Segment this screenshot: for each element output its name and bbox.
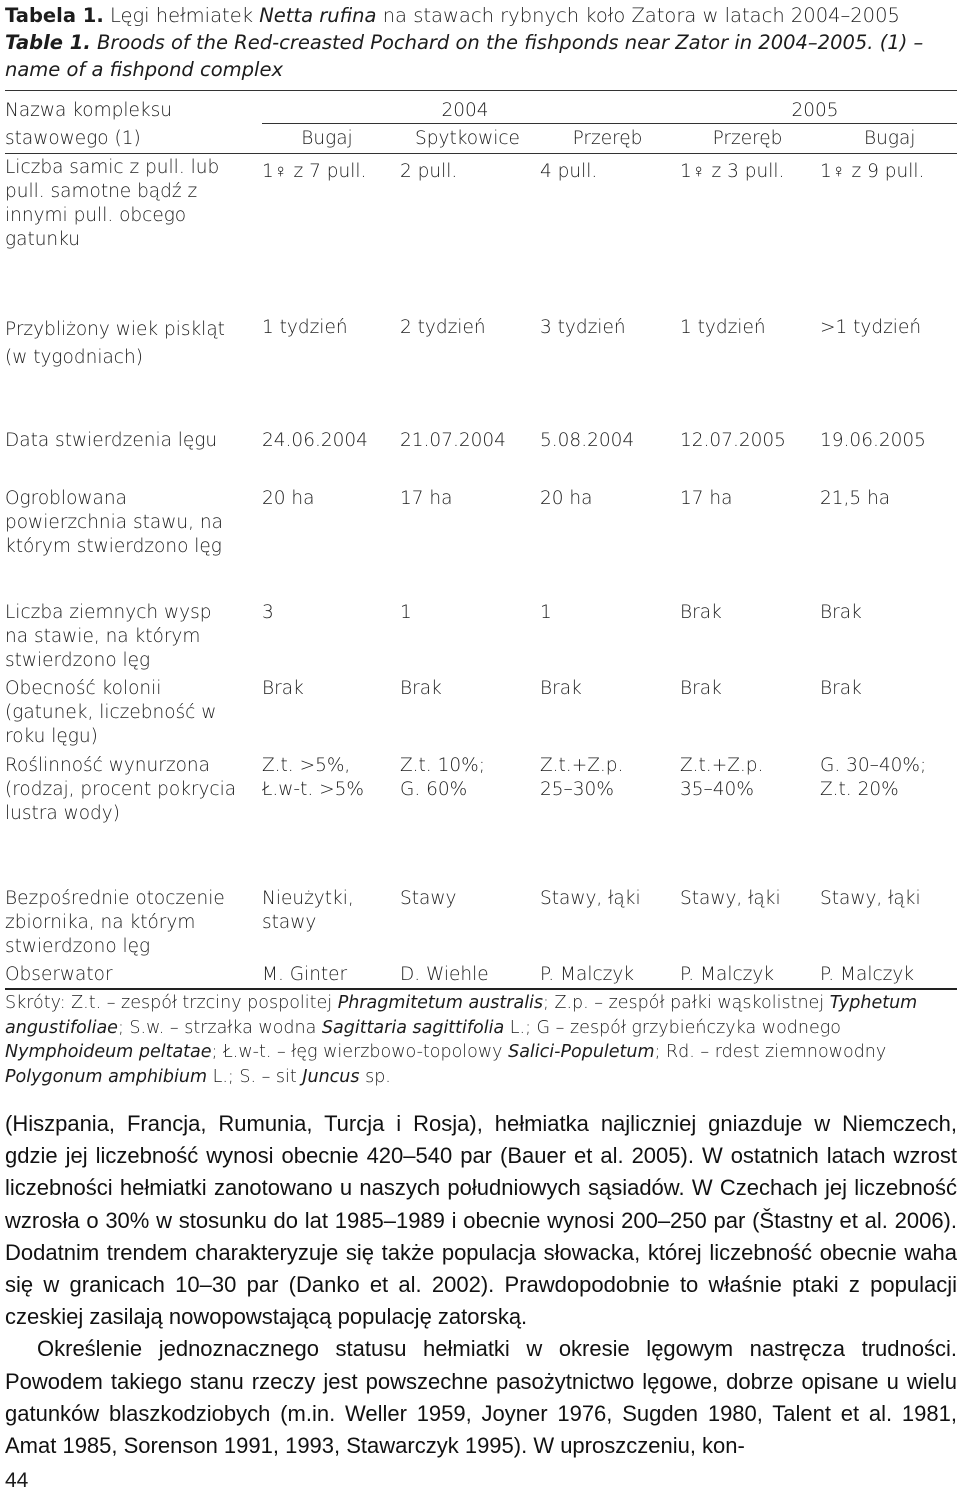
footnote-text: ; Ł.w-t. – łęg wierzbowo-topolowy: [211, 1042, 509, 1062]
body-text: [5, 1108, 957, 1462]
complex-col-5: Bugaj: [864, 128, 916, 149]
row-label-islands: Liczba ziemnych wysp na stawie, na którym stwierdzono lęg: [5, 602, 212, 671]
page-number: 44: [5, 1469, 29, 1492]
table-cell: 20 ha: [262, 488, 315, 509]
table-cell: Z.t.+Z.p. 35–40%: [680, 755, 764, 800]
year-2005: 2005: [791, 100, 839, 121]
row-label-area: Ogroblowana powierzchnia stawu, na którym stwierdzono lęg: [5, 488, 223, 557]
caption-text-en: Broods of the Red-creasted Pochard on the fishponds near Zator in 2004–2005. (1) – name of a fishpond complex: [5, 31, 924, 81]
caption-label-en: Table 1.: [5, 31, 91, 54]
footnote-latin: Typhetum angustifoliae: [5, 993, 918, 1038]
row-label-age: Przybliżony wiek piskląt (w tygodniach): [5, 319, 225, 368]
complex-col-4: Przeręb: [712, 128, 783, 149]
table-cell: P. Malczyk: [820, 964, 915, 985]
complex-col-3: Przeręb: [572, 128, 643, 149]
paragraph: (Hiszpania, Francja, Rumunia, Turcja i Rosja), hełmiatka najliczniej gniazduje w Niemczech, gdzie jej liczebność wynosi obecnie 420–540 par (Bauer et al. 2005). W ostatnich latach wzrost liczebności hełmiatki zanotowano u naszych południowych sąsiadów. W Czechach jej liczebność wzrosła o 30% w stosunku do lat 1985–1989 i obecnie wynosi 200–250 par (Štastny et al. 2006). Dodatnim trendem charakteryzuje się także populacja słowacka, której liczebność obecnie waha się w granicach 10–30 par (Danko et al. 2002). Prawdopodobnie to właśnie ptaki z populacji czeskiej zasilają nowopowstającą populację zatorską.: [5, 1111, 957, 1330]
table-caption: [5, 2, 955, 83]
year-underline: [262, 123, 957, 124]
table-cell: 5.08.2004: [540, 430, 635, 451]
caption-polish: [5, 2, 955, 29]
table-cell: 1 tydzień: [680, 317, 766, 338]
table-cell: 12.07.2005: [680, 430, 786, 451]
table-cell: 1: [540, 602, 552, 623]
table-cell: D. Wiehle: [400, 964, 489, 985]
table-cell: 1♀ z 7 pull.: [262, 161, 367, 182]
table-cell: >1 tydzień: [820, 317, 922, 338]
footnote-text: ; Z.p. – zespół pałki wąskolistnej: [543, 993, 830, 1013]
table-cell: 21.07.2004: [400, 430, 506, 451]
table-cell: 3 tydzień: [540, 317, 626, 338]
table-cell: M. Ginter: [262, 964, 348, 985]
table-cell: Brak: [820, 678, 862, 699]
row-label-surroundings: Bezpośrednie otoczenie zbiornika, na którym stwierdzono lęg: [5, 888, 225, 957]
footnote-text: ; Rd. – rdest ziemnowodny: [654, 1042, 887, 1062]
caption-label-pl: Tabela 1.: [5, 4, 104, 27]
caption-english: [5, 29, 955, 83]
caption-text-pl-b: na stawach rybnych koło Zatora w latach 2004–2005: [376, 4, 900, 27]
table-cell: 20 ha: [540, 488, 593, 509]
table-footnote: [5, 991, 957, 1089]
table-cell: 1♀ z 9 pull.: [820, 161, 925, 182]
table-cell: 17 ha: [400, 488, 453, 509]
row-label-colony: Obecność kolonii (gatunek, liczebność w roku lęgu): [5, 678, 217, 747]
table-cell: 19.06.2005: [820, 430, 926, 451]
footnote-latin: Nymphoideum peltatae: [5, 1042, 212, 1062]
table-cell: Brak: [400, 678, 442, 699]
table-cell: Brak: [680, 678, 722, 699]
footnote-text: ; S.w. – strzałka wodna: [117, 1017, 322, 1038]
table-cell: Stawy, łąki: [540, 888, 641, 909]
table-cell: Brak: [820, 602, 862, 623]
header-complex-name: Nazwa kompleksu: [5, 100, 172, 121]
table-cell: Z.t. 10%; G. 60%: [400, 755, 485, 800]
footnote-latin: Polygonum amphibium: [5, 1066, 208, 1087]
table-cell: P. Malczyk: [680, 964, 775, 985]
table-cell: 3: [262, 602, 274, 623]
paragraph: Określenie jednoznacznego statusu hełmiatki w okresie lęgowym nastręcza trudności. Powodem takiego stanu rzeczy jest powszechne pasożytnictwo lęgowe, dobrze opisane u wielu gatunków blaszkodziobych (m.in. Weller 1959, Joyner 1976, Sugden 1980, Talent et al. 1981, Amat 1985, Sorenson 1991, 1993, Stawarczyk 1995). W uproszczeniu, kon-: [5, 1336, 957, 1459]
table-cell: 4 pull.: [540, 161, 598, 182]
table-cell: P. Malczyk: [540, 964, 635, 985]
table-cell: 1: [400, 602, 412, 623]
table-cell: 21,5 ha: [820, 488, 891, 509]
table-bottom-rule: [5, 988, 957, 990]
table-cell: 2 pull.: [400, 161, 458, 182]
footnote-latin: Sagittaria sagittifolia: [321, 1017, 505, 1038]
table-cell: Nieużytki, stawy: [262, 888, 354, 933]
footnote-text: sp.: [359, 1066, 391, 1087]
footnote-text: Skróty: Z.t. – zespół trzciny pospolitej: [5, 993, 338, 1013]
year-2004: 2004: [441, 100, 489, 121]
header-complex-name-2: stawowego (1): [5, 128, 141, 149]
table-top-rule: [5, 90, 957, 91]
table-cell: Brak: [262, 678, 304, 699]
table-cell: Z.t. >5%, Ł.w-t. >5%: [262, 755, 364, 800]
table-cell: Stawy, łąki: [820, 888, 921, 909]
row-label-females: Liczba samic z pull. lub pull. samotne bądź z innymi pull. obcego gatunku: [5, 157, 220, 250]
header-bottom-rule: [5, 153, 957, 154]
table-cell: 17 ha: [680, 488, 733, 509]
table-cell: Brak: [540, 678, 582, 699]
caption-text-pl-a: Lęgi hełmiatek: [109, 4, 260, 27]
row-label-vegetation: Roślinność wynurzona (rodzaj, procent pokrycia lustra wody): [5, 755, 237, 824]
footnote-text: L.; S. – sit: [207, 1066, 303, 1087]
table-cell: 1♀ z 3 pull.: [680, 161, 785, 182]
table-cell: 2 tydzień: [400, 317, 486, 338]
table-cell: G. 30–40%; Z.t. 20%: [820, 755, 927, 800]
footnote-text: L.; G – zespół grzybieńczyka wodnego: [504, 1017, 841, 1038]
footnote-latin: Salici-Populetum: [508, 1042, 655, 1062]
caption-species: Netta rufina: [259, 4, 377, 27]
row-label-observer: Obserwator: [5, 964, 113, 985]
complex-col-2: Spytkowice: [415, 128, 520, 149]
table-cell: 24.06.2004: [262, 430, 368, 451]
table-cell: Stawy: [400, 888, 457, 909]
table-cell: Z.t.+Z.p. 25–30%: [540, 755, 624, 800]
table-cell: 1 tydzień: [262, 317, 348, 338]
footnote-latin: Juncus: [302, 1066, 360, 1087]
complex-col-1: Bugaj: [301, 128, 353, 149]
table-cell: Stawy, łąki: [680, 888, 781, 909]
row-label-date: Data stwierdzenia lęgu: [5, 430, 218, 451]
table-cell: Brak: [680, 602, 722, 623]
footnote-latin: Phragmitetum australis: [337, 993, 544, 1013]
